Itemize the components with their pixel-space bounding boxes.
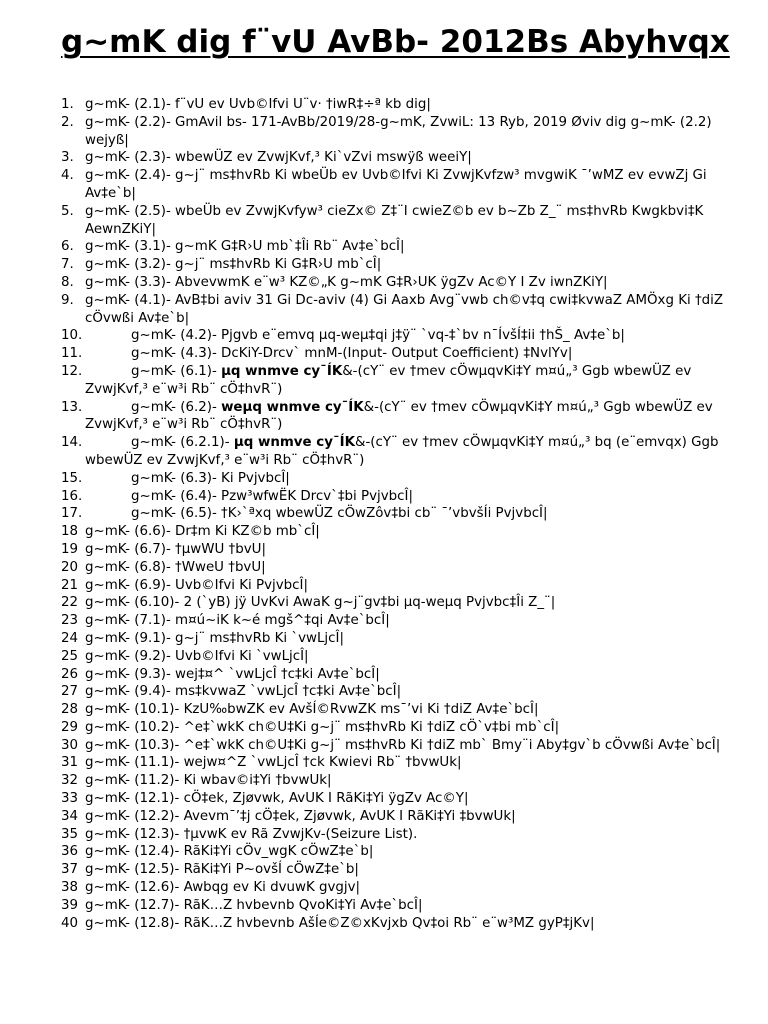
item-number: 16.	[61, 488, 83, 504]
item-number: 35	[61, 826, 79, 842]
item-text: g~mK- (10.3)- ^e‡`wkK ch©U‡Ki g~j¨ ms‡hvRb Ki †diZ mb` Bmy¨i Aby‡gv`b cÖvwßi Av‡e`bcÎ|	[85, 737, 721, 753]
item-number: 33	[61, 791, 79, 807]
item-text: g~mK- (2.1)- f¨vU ev Uvb©Ifvi U¨v· †iwR‡÷ª kb dig|	[85, 97, 431, 112]
item-text: g~mK- (7.1)- m¤ú~iK k~é mgš^‡qi Av‡e`bcÎ|	[85, 613, 390, 629]
item-number: 34	[61, 808, 79, 824]
list-item	[61, 843, 724, 861]
list-item	[61, 345, 724, 363]
item-number: 25	[61, 648, 79, 664]
item-text	[85, 363, 724, 399]
list-item	[61, 488, 724, 506]
item-text: g~mK- (12.5)- RãKi‡Yi P~ovšÍ cÖwZ‡e`b|	[85, 862, 359, 878]
item-text: g~mK- (6.7)- †µwWU †bvU|	[85, 541, 266, 557]
item-number: 36	[61, 844, 79, 860]
item-number: 4.	[61, 168, 74, 184]
item-text: g~mK- (4.2)- Pjgvb e¨emvq µq-weµ‡qi j‡ÿ¨ `vq-‡`bv n¯ÍvšÍ‡ii †hŠ_ Av‡e`b|	[131, 328, 625, 344]
item-number: 29	[61, 719, 79, 735]
item-text: g~mK- (9.3)- wej‡¤^ `vwLjcÎ †c‡ki Av‡e`bcÎ|	[85, 666, 380, 682]
item-number: 3.	[61, 150, 74, 166]
item-number: 18	[61, 524, 79, 540]
list-item	[61, 114, 724, 150]
list-item	[61, 96, 724, 114]
list-item	[61, 879, 724, 897]
list-item	[61, 772, 724, 790]
item-number: 13.	[61, 399, 83, 415]
item-text: g~mK- (9.4)- ms‡kvwaZ `vwLjcÎ †c‡ki Av‡e`bcÎ|	[85, 684, 402, 700]
list-item	[61, 808, 724, 826]
item-text: g~mK- (3.2)- g~j¨ ms‡hvRb Ki G‡R›U mb`cÎ|	[85, 257, 382, 273]
item-text: g~mK- (6.8)- †WweU †bvU|	[85, 559, 266, 575]
list-item	[61, 790, 724, 808]
item-text: g~mK- (11.2)- Ki wbav©i‡Yi †bvwUk|	[85, 773, 332, 789]
item-text-suffix: &-(cY¨ ev †mev cÖwµqvKi‡Y m¤ú„³ Ggb wbewÜZ ev ZvwjKvf‚³ e¨w³i Rb¨ cÖ‡hvR¨)	[85, 399, 713, 433]
list-item	[61, 167, 724, 203]
item-text	[85, 399, 724, 435]
item-number: 30	[61, 737, 79, 753]
item-number: 20	[61, 559, 79, 575]
item-number: 32	[61, 773, 79, 789]
item-number: 38	[61, 880, 79, 896]
item-number: 21	[61, 577, 79, 593]
item-text: g~mK- (6.6)- Dr‡m Ki KZ©b mb`cÎ|	[85, 524, 320, 540]
item-number: 12.	[61, 363, 83, 379]
list-item	[61, 274, 724, 292]
item-text: g~mK- (3.3)- AbvevwmK e¨w³ KZ©„K g~mK G‡R›UK ÿgZv Ac©Y I Zv iwnZKiY|	[85, 274, 608, 290]
item-text: g~mK- (6.5)- †K›`ªxq wbewÜZ cÖwZôv‡bi cb¨ ¯’vbvšÍi PvjvbcÎ|	[131, 506, 548, 522]
item-number: 27	[61, 684, 79, 700]
list-item	[61, 701, 724, 719]
list-item	[61, 399, 724, 435]
list-item	[61, 292, 724, 328]
item-text: g~mK- (6.3)- Ki PvjvbcÎ|	[131, 470, 290, 486]
item-number: 1.	[61, 97, 74, 112]
item-number: 19	[61, 541, 79, 557]
item-number: 2.	[61, 114, 74, 130]
list-item	[61, 523, 724, 541]
item-text-bold: weµq wnmve cy¯ÍK	[221, 399, 364, 415]
item-number: 6.	[61, 239, 74, 255]
list-item	[61, 826, 724, 844]
list-item	[61, 666, 724, 684]
list-item	[61, 915, 724, 933]
item-number: 5.	[61, 203, 74, 219]
item-text: g~mK- (12.2)- Avevm¯’‡j cÖ‡ek, Zjøvwk, AvUK I RãKi‡Yi ‡bvwUk|	[85, 808, 516, 824]
item-number: 9.	[61, 292, 74, 308]
item-text: g~mK- (12.3)- †µvwK ev Rã ZvwjKv-(Seizure List).	[85, 826, 418, 842]
item-text: g~mK- (2.2)- GmAvil bs- 171-AvBb/2019/28-g~mK, ZvwiL: 13 Ryb, 2019 Øviv dig g~mK- (2.2) wejyß|	[85, 114, 712, 148]
item-text: g~mK- (9.2)- Uvb©Ifvi Ki `vwLjcÎ|	[85, 648, 309, 664]
item-text: g~mK- (12.1)- cÖ‡ek, Zjøvwk, AvUK I RãKi‡Yi ÿgZv Ac©Y|	[85, 791, 469, 807]
item-number: 22	[61, 595, 79, 611]
item-text: g~mK- (4.3)- DcKiY-Drcv` mnM-(Input- Output Coefficient) ‡NvlYv|	[131, 346, 573, 362]
list-item	[61, 470, 724, 488]
item-text	[85, 434, 724, 470]
list-item	[61, 630, 724, 648]
item-number: 7.	[61, 257, 74, 273]
item-number: 24	[61, 630, 79, 646]
list-item	[61, 541, 724, 559]
item-text: g~mK- (12.7)- RãK…Z hvbevnb QvoKi‡Yi Av‡e`bcÎ|	[85, 897, 423, 913]
item-number: 28	[61, 702, 79, 718]
list-item	[61, 737, 724, 755]
item-text: g~mK- (2.3)- wbewÜZ ev ZvwjKvf‚³ Ki`vZvi mswÿß weeiY|	[85, 150, 472, 166]
item-text-bold: µq wnmve cy¯ÍK	[221, 363, 343, 379]
item-number: 26	[61, 666, 79, 682]
item-number: 23	[61, 613, 79, 629]
item-text: g~mK- (12.6)- Awbqg ev Ki dvuwK gvgjv|	[85, 880, 361, 896]
list-item	[61, 648, 724, 666]
item-text: g~mK- (6.9)- Uvb©Ifvi Ki PvjvbcÎ|	[85, 577, 308, 593]
item-text: g~mK- (11.1)- wejw¤^Z `vwLjcÎ †ck Kwievi Rb¨ †bvwUk|	[85, 755, 462, 771]
document-title: g~mK dig f¨vU AvBb- 2012Bs Abyhvqx	[61, 24, 730, 60]
item-number: 8.	[61, 274, 74, 290]
item-text: g~mK- (3.1)- g~mK G‡R›U mb`‡Îi Rb¨ Av‡e`bcÎ|	[85, 239, 405, 255]
item-text-suffix: &-(cY¨ ev †mev cÖwµqvKi‡Y m¤ú„³ bq (e¨emvqx) Ggb wbewÜZ ev ZvwjKvf‚³ e¨w³i Rb¨ cÖ‡hvR¨)	[85, 435, 719, 468]
list-item	[61, 612, 724, 630]
list-item	[61, 327, 724, 345]
item-text-bold: µq wnmve cy¯ÍK	[233, 435, 355, 451]
list-item	[61, 434, 724, 470]
list-item	[61, 719, 724, 737]
item-text: g~mK- (2.5)- wbeÜb ev ZvwjKvfyw³ cieZx© Z‡¨I cwieZ©b ev b~Zb Z_¨ ms‡hvRb Kwgkbvi‡K AewnZKiY|	[85, 203, 704, 237]
form-list	[61, 96, 724, 932]
list-item	[61, 559, 724, 577]
item-number: 11.	[61, 346, 83, 362]
list-item	[61, 683, 724, 701]
item-number: 15.	[61, 470, 83, 486]
item-number: 17.	[61, 506, 83, 522]
item-text: g~mK- (2.4)- g~j¨ ms‡hvRb Ki wbeÜb ev Uvb©Ifvi Ki ZvwjKvfzw³ mvgwiK ¯’wMZ ev evwZj Gi Av‡e`b|	[85, 168, 707, 201]
item-text: g~mK- (4.1)- AvB‡bi aviv 31 Gi Dc-aviv (4) Gi Aaxb Avg¨vwb ch©v‡q cwi‡kvwaZ AMÖxg Ki †diZ cÖvwßi Av‡e`b|	[85, 292, 724, 326]
item-text: g~mK- (12.4)- RãKi‡Yi cÖv_wgK cÖwZ‡e`b|	[85, 844, 374, 860]
item-text-prefix: g~mK- (6.2.1)-	[131, 435, 234, 451]
item-text: g~mK- (10.2)- ^e‡`wkK ch©U‡Ki g~j¨ ms‡hvRb Ki †diZ cÖ`v‡bi mb`cÎ|	[85, 719, 560, 735]
list-item	[61, 594, 724, 612]
list-item	[61, 897, 724, 915]
item-text-prefix: g~mK- (6.2)-	[131, 399, 222, 415]
list-item	[61, 577, 724, 595]
item-number: 37	[61, 862, 79, 878]
item-number: 10.	[61, 328, 83, 344]
list-item	[61, 256, 724, 274]
item-number: 14.	[61, 435, 83, 451]
list-item	[61, 505, 724, 523]
list-item	[61, 363, 724, 399]
item-number: 31	[61, 755, 79, 771]
list-item	[61, 861, 724, 879]
item-text-prefix: g~mK- (6.1)-	[131, 363, 222, 379]
item-text-suffix: &-(cY¨ ev †mev cÖwµqvKi‡Y m¤ú„³ Ggb wbewÜZ ev ZvwjKvf‚³ e¨w³i Rb¨ cÖ‡hvR¨)	[85, 363, 692, 397]
item-number: 40	[61, 915, 79, 931]
list-item	[61, 149, 724, 167]
item-text: g~mK- (9.1)- g~j¨ ms‡hvRb Ki `vwLjcÎ|	[85, 630, 344, 646]
item-text: g~mK- (12.8)- RãK…Z hvbevnb AšÍe©Z©xKvjxb Qv‡oi Rb¨ e¨w³MZ gyP‡jKv|	[85, 915, 595, 931]
item-text: g~mK- (6.10)- 2 (`yB) jÿ UvKvi AwaK g~j¨gv‡bi µq-weµq Pvjvbc‡Îi Z_¨|	[85, 595, 556, 611]
item-number: 39	[61, 897, 79, 913]
item-text: g~mK- (10.1)- KzU‰bwZK ev AvšÍ©RvwZK ms¯’vi Ki †diZ Av‡e`bcÎ|	[85, 702, 539, 718]
list-item	[61, 203, 724, 239]
item-text: g~mK- (6.4)- Pzw³wfwËK Drcv`‡bi PvjvbcÎ|	[131, 488, 414, 504]
list-item	[61, 754, 724, 772]
list-item	[61, 238, 724, 256]
